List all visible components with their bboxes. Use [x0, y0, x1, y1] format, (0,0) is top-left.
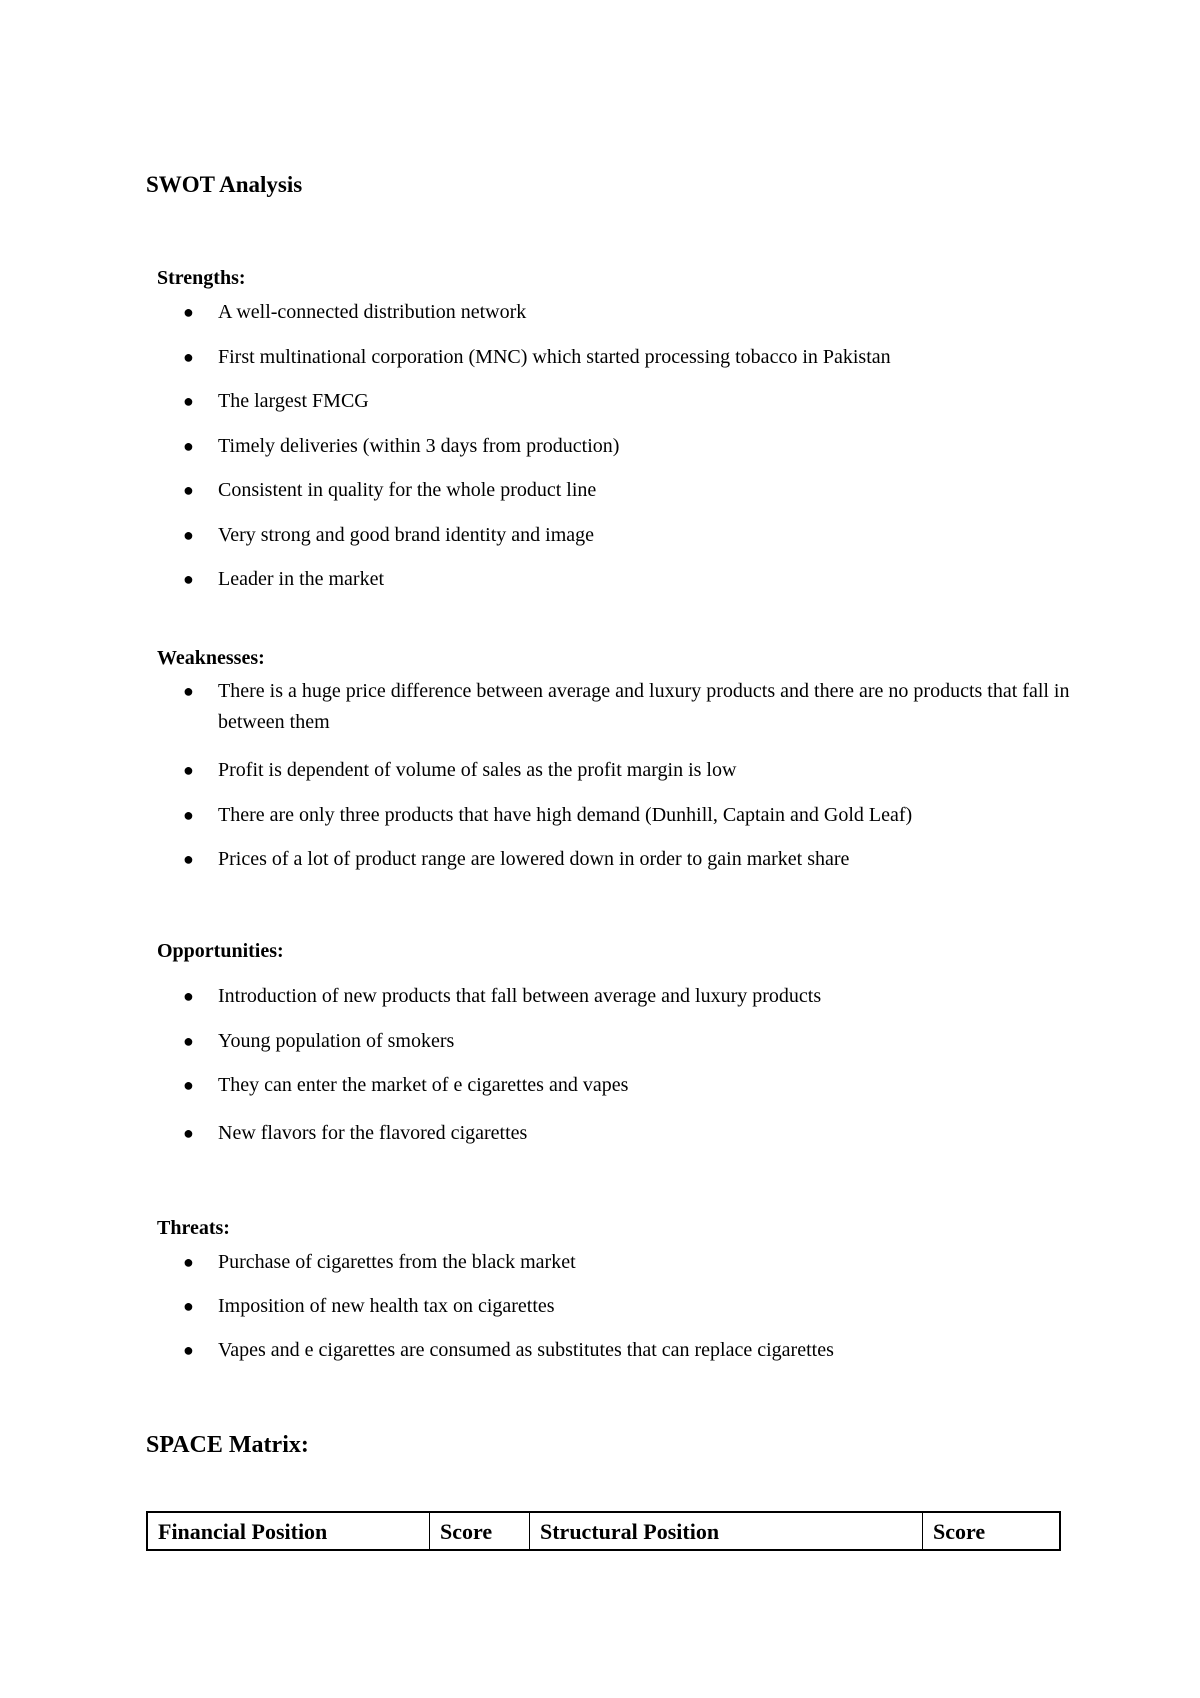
space-matrix-table: [146, 1511, 1061, 1551]
list-item: ● The largest FMCG: [218, 386, 1098, 417]
bullet-icon: ●: [183, 986, 194, 1006]
bullet-icon: ●: [183, 681, 194, 701]
bullet-icon: ●: [183, 760, 194, 780]
bullet-icon: ●: [183, 391, 194, 411]
list-item: ● First multinational corporation (MNC) which started processing tobacco in Pakistan: [218, 342, 1098, 373]
space-matrix-title: SPACE Matrix:: [146, 1432, 309, 1458]
bullet-icon: ●: [183, 1075, 194, 1095]
list-item: ● Imposition of new health tax on cigarettes: [218, 1291, 1098, 1322]
bullet-icon: ●: [183, 525, 194, 545]
list-item: ● There is a huge price difference between average and luxury products and there are no products that fall in between them: [218, 676, 1098, 738]
list-item: ● They can enter the market of e cigarettes and vapes: [218, 1070, 1098, 1101]
bullet-icon: ●: [183, 1340, 194, 1360]
bullet-icon: ●: [183, 436, 194, 456]
list-item: ● Young population of smokers: [218, 1026, 1098, 1057]
bullet-icon: ●: [183, 302, 194, 322]
table-header-cell: Structural Position: [530, 1513, 923, 1549]
table-header-cell: Score: [430, 1513, 530, 1549]
list-item: ● Purchase of cigarettes from the black market: [218, 1247, 1098, 1278]
list-item: ● Vapes and e cigarettes are consumed as substitutes that can replace cigarettes: [218, 1335, 1098, 1366]
list-item: ● Leader in the market: [218, 564, 1098, 595]
weaknesses-heading: Weaknesses:: [157, 647, 265, 669]
bullet-icon: ●: [183, 849, 194, 869]
strengths-heading: Strengths:: [157, 267, 246, 289]
bullet-icon: ●: [183, 1031, 194, 1051]
list-item: ● There are only three products that have high demand (Dunhill, Captain and Gold Leaf): [218, 800, 1098, 831]
bullet-icon: ●: [183, 480, 194, 500]
bullet-icon: ●: [183, 1296, 194, 1316]
list-item: ● Timely deliveries (within 3 days from production): [218, 431, 1098, 462]
list-item: ● Consistent in quality for the whole product line: [218, 475, 1098, 506]
list-item: ● A well-connected distribution network: [218, 297, 1098, 328]
list-item: ● Very strong and good brand identity and image: [218, 520, 1098, 551]
list-item: ● Introduction of new products that fall between average and luxury products: [218, 981, 1098, 1012]
threats-heading: Threats:: [157, 1217, 230, 1239]
list-item: ● New flavors for the flavored cigarettes: [218, 1118, 1098, 1149]
bullet-icon: ●: [183, 805, 194, 825]
bullet-icon: ●: [183, 569, 194, 589]
bullet-icon: ●: [183, 1123, 194, 1143]
table-header-cell: Financial Position: [148, 1513, 430, 1549]
table-header-cell: Score: [933, 1519, 986, 1544]
list-item: ● Prices of a lot of product range are lowered down in order to gain market share: [218, 844, 1098, 875]
bullet-icon: ●: [183, 347, 194, 367]
page-title: SWOT Analysis: [146, 172, 303, 197]
list-item: ● Profit is dependent of volume of sales as the profit margin is low: [218, 755, 1098, 786]
bullet-icon: ●: [183, 1252, 194, 1272]
opportunities-heading: Opportunities:: [157, 940, 284, 962]
